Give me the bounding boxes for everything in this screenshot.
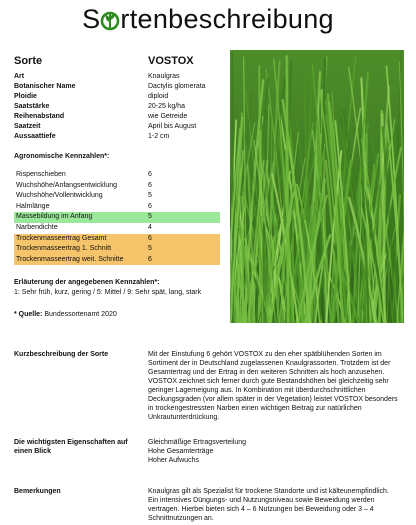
page-title xyxy=(0,4,416,35)
field-label-saatstaerke: Saatstärke xyxy=(14,103,50,110)
row-value: 5 xyxy=(148,192,152,200)
field-label-ploidie: Ploidie xyxy=(14,93,37,100)
text-line: Ein intensives Düngungs- und Nutzungsniveau sowie Beweidung werden xyxy=(148,497,375,504)
section-label-eigenschaften: Die wichtigsten Eigenschaften auf einen Blick xyxy=(14,439,128,455)
row-label: Wuchshöhe/Anfangsentwicklung xyxy=(16,181,118,189)
row-value: 6 xyxy=(148,171,152,178)
title-end: rtenbeschreibung xyxy=(120,4,334,34)
text-line: VOSTOX zeichnet sich ferner durch gute Bestandshöhen bei gleichzeitig sehr xyxy=(148,378,389,385)
legend-title: Erläuterung der angegebenen Kennzahlen*: xyxy=(14,279,160,286)
leaf-o-logo xyxy=(100,7,120,29)
section-text-kurzbeschreibung xyxy=(148,350,410,422)
grass-blade xyxy=(287,56,288,323)
row-value: 6 xyxy=(148,181,152,189)
row-label: Trockenmasseertrag weit. Schnitte xyxy=(14,255,145,266)
field-label-reihenabstand: Reihenabstand xyxy=(14,113,65,120)
row-value: 6 xyxy=(148,202,152,210)
table-row-highlight-orange xyxy=(14,255,220,266)
row-label: Massebildung im Anfang xyxy=(14,212,145,223)
table-row xyxy=(14,170,220,181)
agronomic-title: Agronomische Kennzahlen*: xyxy=(14,153,110,160)
row-label: Narbendichte xyxy=(16,223,58,231)
table-row-highlight-orange xyxy=(14,244,220,255)
text-line: Knaulgras gilt als Spezialist für trockene Standorte und ist kälteunempfindlich. xyxy=(148,488,389,495)
text-line: Sortiment der in Deutschland zugelassenen Knaulgrassorten. Trotzdem ist der xyxy=(148,360,391,367)
grass-field-photo xyxy=(230,50,404,323)
row-value: 6 xyxy=(145,234,220,245)
section-text-eigenschaften xyxy=(148,438,410,465)
field-label-botanischer-name: Botanischer Name xyxy=(14,83,76,90)
row-label: Trockenmasseertrag 1. Schnitt xyxy=(14,244,145,255)
source-value: Bundessortenamt 2020 xyxy=(44,311,117,318)
field-values xyxy=(148,72,206,142)
text-line: Hohe Gesamterträge xyxy=(148,448,214,455)
text-line: Schnittnutzungen an. xyxy=(148,515,214,522)
row-label: Trockenmasseertrag Gesamt xyxy=(14,234,145,245)
text-line: Mit der Einstufung 6 gehört VOSTOX zu den eher spätblühenden Sorten im xyxy=(148,351,382,358)
text-line: Hoher Aufwuchs xyxy=(148,457,199,464)
text-line: vertragen. Hierbei bieten sich 4 – 6 Nutzungen bei Beweidung oder 3 – 4 xyxy=(148,506,374,513)
title-start: S xyxy=(82,4,101,34)
row-value: 5 xyxy=(145,212,220,223)
row-value: 4 xyxy=(148,223,152,231)
field-label-art: Art xyxy=(14,73,25,80)
field-value-ploidie: diploid xyxy=(148,93,169,100)
table-row xyxy=(14,191,220,202)
row-value: 6 xyxy=(145,255,220,266)
field-value-saatzeit: April bis August xyxy=(148,123,197,130)
section-text-bemerkungen xyxy=(148,487,410,523)
sorte-value: VOSTOX xyxy=(148,55,194,67)
section-label-kurzbeschreibung: Kurzbeschreibung der Sorte xyxy=(14,351,109,358)
text-line: Unkrautunterdrückung. xyxy=(148,414,220,421)
text-line: Gesamtertrag und der Ertrag in den weiteren Schnitten als hoch anzusehen. xyxy=(148,369,385,376)
table-row-highlight-green xyxy=(14,212,220,223)
table-row-highlight-orange xyxy=(14,234,220,245)
row-label: Rispenschieben xyxy=(16,171,66,178)
sorte-label: Sorte xyxy=(14,55,43,67)
table-row xyxy=(14,202,220,213)
text-line: geringer Lagerneigung aus. In Kombination mit überdurchschnittlichen xyxy=(148,387,366,394)
row-label: Wuchshöhe/Vollentwicklung xyxy=(16,192,103,200)
field-value-reihenabstand: wie Getreide xyxy=(148,113,188,120)
field-value-saatstaerke: 20-25 kg/ha xyxy=(148,103,185,110)
legend-text: 1: Sehr früh, kurz, gering / 5: Mittel / 9: Sehr spät, lang, stark xyxy=(14,289,202,296)
text-line: Gleichmäßige Ertragsverteilung xyxy=(148,439,247,446)
row-label: Halmlänge xyxy=(16,202,50,210)
field-label-aussaattiefe: Aussaattiefe xyxy=(14,133,56,140)
field-value-art: Knaulgras xyxy=(148,73,180,80)
text-line: Deckungsgraden (vor allem später in der Vegetation) leistet VOSTOX besonders xyxy=(148,396,398,403)
field-value-botanischer-name: Dactylis glomerata xyxy=(148,83,206,90)
source-label: * Quelle: xyxy=(14,311,43,318)
field-labels xyxy=(14,72,75,142)
text-line: in trockengestressten Narben einen wichtigen Beitrag zur natürlichen xyxy=(148,405,362,412)
row-value: 5 xyxy=(145,244,220,255)
agronomic-table xyxy=(14,170,220,265)
section-label-bemerkungen: Bemerkungen xyxy=(14,488,61,495)
field-label-saatzeit: Saatzeit xyxy=(14,123,41,130)
table-row xyxy=(14,181,220,192)
source-note xyxy=(14,311,117,318)
table-row xyxy=(14,223,220,234)
field-value-aussaattiefe: 1-2 cm xyxy=(148,133,170,140)
